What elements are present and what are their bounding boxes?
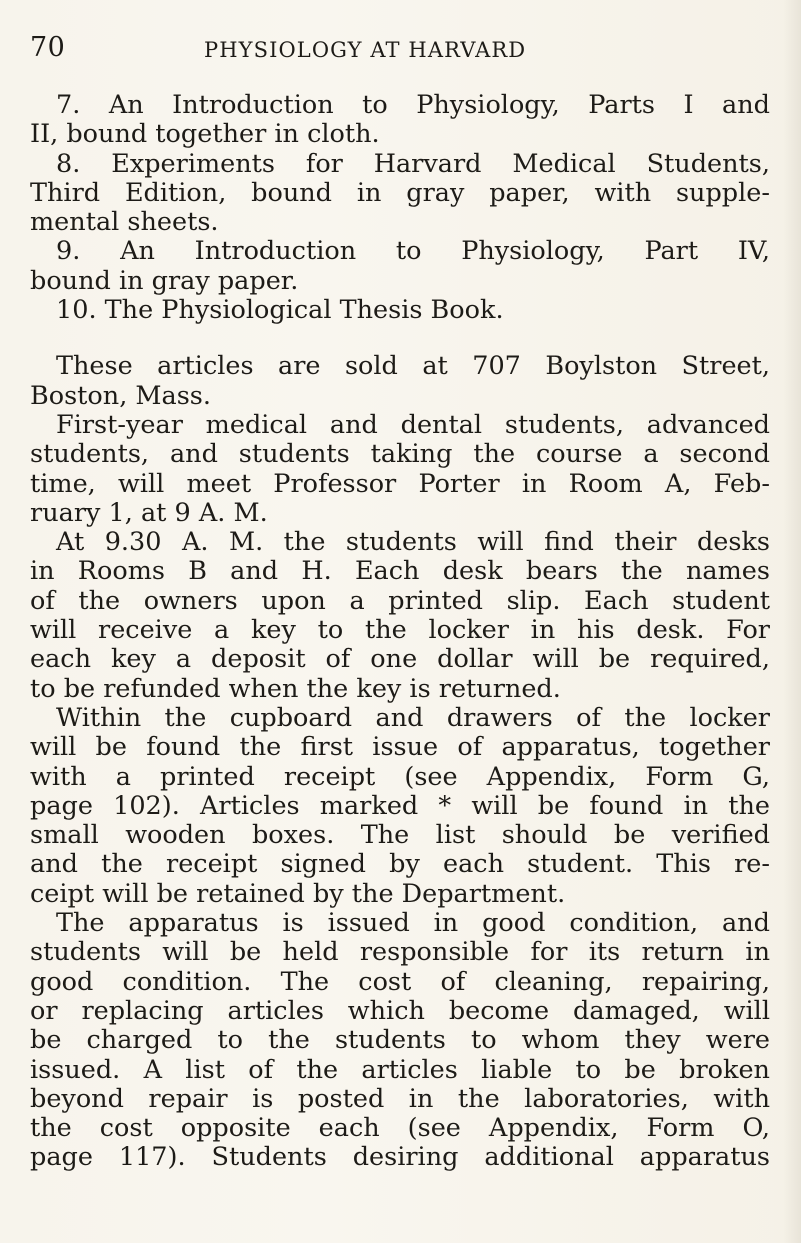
paragraph-line: At 9.30 A. M. the students will find their desks	[56, 527, 770, 558]
instructions-text	[30, 352, 770, 1172]
list-line: 10. The Physiological Thesis Book.	[56, 295, 504, 326]
paragraph-line: students, and students taking the course a second	[30, 439, 770, 470]
list-line: bound in gray paper.	[30, 265, 299, 296]
paragraph-line: will be found the first issue of apparatus, together	[30, 732, 770, 763]
paragraph-line: and the receipt signed by each student. This re-	[30, 849, 770, 880]
paragraph-line: with a printed receipt (see Appendix, Form G,	[30, 761, 770, 792]
publication-list	[30, 91, 770, 325]
paragraph-line: page 102). Articles marked * will be found in the	[30, 790, 770, 821]
paragraph-line: Boston, Mass.	[30, 380, 212, 411]
paragraph-line: be charged to the students to whom they were	[30, 1025, 770, 1056]
paragraph-line: ruary 1, at 9 A. M.	[30, 497, 268, 528]
paragraph-line: beyond repair is posted in the laboratories, with	[30, 1083, 770, 1114]
body-text	[30, 91, 770, 1173]
page-number: 70	[30, 32, 66, 63]
paragraph-line: page 117). Students desiring additional apparatus	[30, 1142, 770, 1173]
list-line: mental sheets.	[30, 207, 219, 238]
paragraph-line: ceipt will be retained by the Department.	[30, 878, 566, 909]
list-line: 8. Experiments for Harvard Medical Students,	[56, 148, 770, 179]
paragraph-line: or replacing articles which become damaged, will	[30, 995, 770, 1026]
paragraph-line: issued. A list of the articles liable to be broken	[30, 1054, 770, 1085]
paragraph-line: time, will meet Professor Porter in Room A, Feb-	[30, 468, 770, 499]
paragraph-line: of the owners upon a printed slip. Each student	[30, 585, 770, 616]
paragraph-line: good condition. The cost of cleaning, repairing,	[30, 966, 770, 997]
paragraph-line: small wooden boxes. The list should be verified	[30, 820, 770, 851]
paragraph-line: in Rooms B and H. Each desk bears the names	[30, 556, 770, 587]
list-line: 9. An Introduction to Physiology, Part IV,	[56, 236, 770, 267]
list-line: Third Edition, bound in gray paper, with supple-	[30, 177, 770, 208]
paragraph-line: the cost opposite each (see Appendix, Form O,	[30, 1113, 770, 1144]
page-header	[30, 33, 790, 63]
paragraph-line: each key a deposit of one dollar will be required,	[30, 644, 770, 675]
paragraph-line: The apparatus is issued in good condition, and	[56, 908, 770, 939]
running-head: PHYSIOLOGY AT HARVARD	[204, 38, 527, 62]
paragraph-line: Within the cupboard and drawers of the locker	[56, 702, 770, 733]
paragraph-line: students will be held responsible for its return in	[30, 937, 770, 968]
paragraph-line: These articles are sold at 707 Boylston Street,	[56, 351, 770, 382]
paragraph-line: will receive a key to the locker in his desk. For	[30, 615, 770, 646]
paragraph-line: to be refunded when the key is returned.	[30, 673, 561, 704]
list-line: II, bound together in cloth.	[30, 119, 380, 150]
list-line: 7. An Introduction to Physiology, Parts I and	[56, 90, 770, 120]
page-edge-shadow	[783, 0, 801, 1243]
paragraph-line: First-year medical and dental students, advanced	[56, 409, 770, 440]
paragraph-gap	[30, 325, 770, 352]
